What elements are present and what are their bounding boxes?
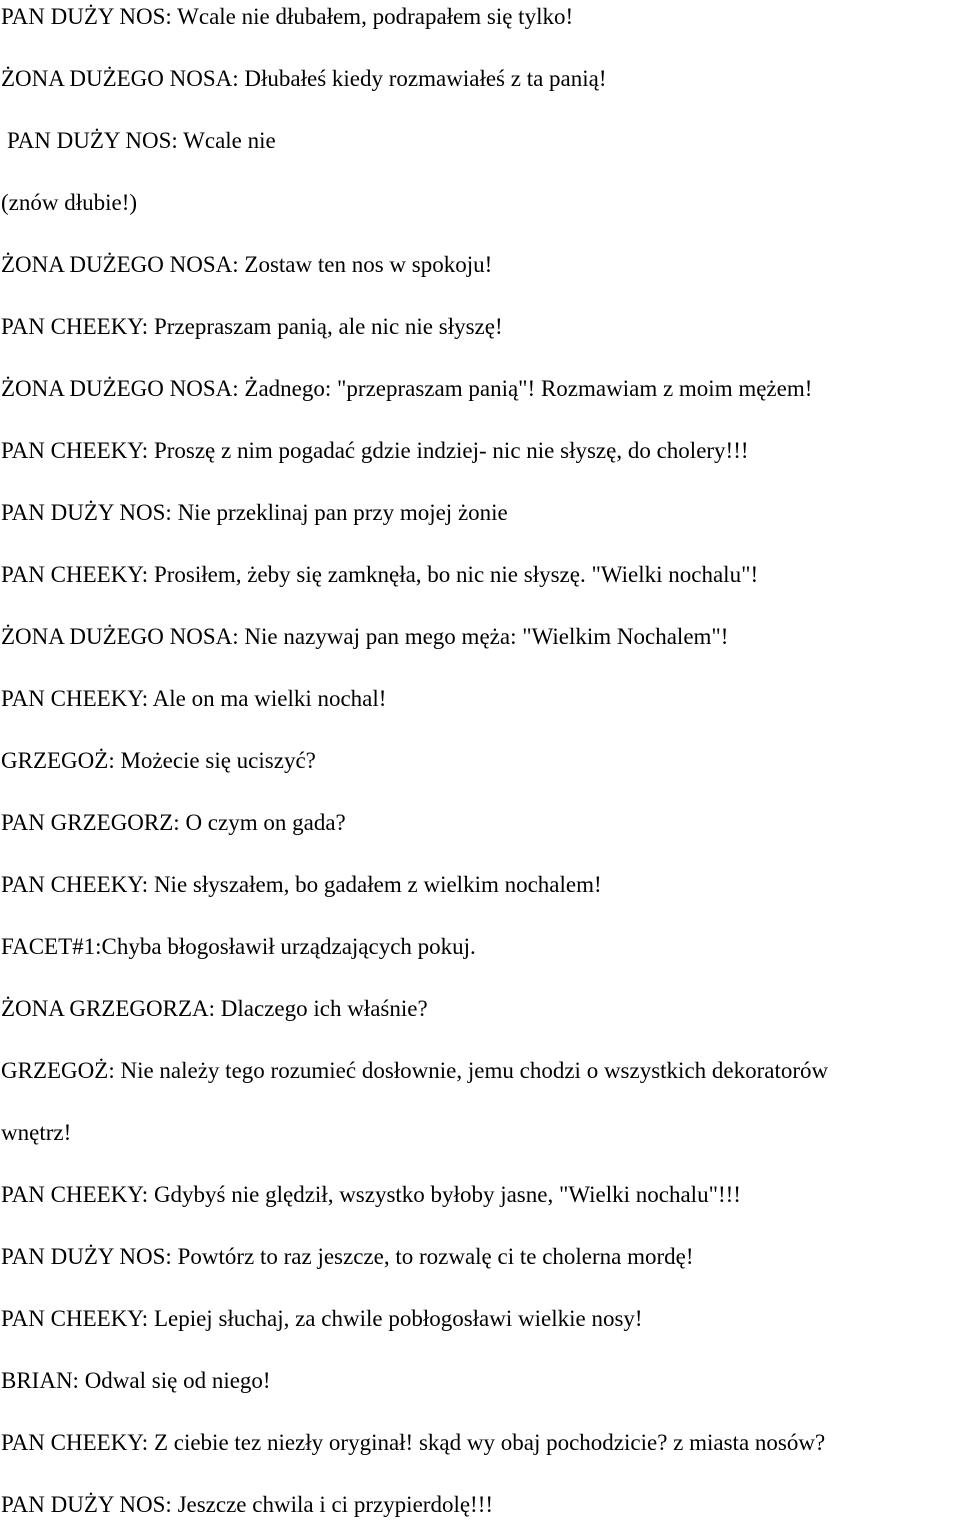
- dialogue-line: ŻONA GRZEGORZA: Dlaczego ich właśnie?: [1, 996, 428, 1021]
- dialogue-line: PAN CHEEKY: Z ciebie tez niezły oryginał! skąd wy obaj pochodzicie? z miasta nosów?: [1, 1430, 826, 1455]
- dialogue-line: PAN CHEEKY: Ale on ma wielki nochal!: [1, 686, 387, 711]
- dialogue-line: GRZEGOŻ: Nie należy tego rozumieć dosłownie, jemu chodzi o wszystkich dekoratorów: [1, 1058, 829, 1083]
- stage-direction: (znów dłubie!): [1, 190, 138, 215]
- dialogue-line: PAN GRZEGORZ: O czym on gada?: [1, 810, 346, 835]
- dialogue-line: PAN DUŻY NOS: Powtórz to raz jeszcze, to rozwalę ci te cholerna mordę!: [1, 1244, 694, 1269]
- dialogue-line: PAN DUŻY NOS: Nie przeklinaj pan przy mojej żonie: [1, 500, 508, 525]
- dialogue-line: FACET#1:Chyba błogosławił urządzających pokuj.: [1, 934, 476, 959]
- dialogue-line: PAN CHEEKY: Prosiłem, żeby się zamknęła, bo nic nie słyszę. "Wielki nochalu"!: [1, 562, 759, 587]
- dialogue-line: ŻONA DUŻEGO NOSA: Zostaw ten nos w spokoju!: [1, 252, 493, 277]
- dialogue-line: ŻONA DUŻEGO NOSA: Żadnego: "przepraszam panią"! Rozmawiam z moim mężem!: [1, 376, 813, 401]
- dialogue-line: ŻONA DUŻEGO NOSA: Dłubałeś kiedy rozmawiałeś z ta panią!: [1, 66, 607, 91]
- dialogue-line: PAN DUŻY NOS: Wcale nie: [7, 128, 276, 153]
- dialogue-line: PAN DUŻY NOS: Jeszcze chwila i ci przypierdolę!!!: [1, 1492, 494, 1517]
- dialogue-line: PAN CHEEKY: Lepiej słuchaj, za chwile pobłogosławi wielkie nosy!: [1, 1306, 643, 1331]
- dialogue-line: ŻONA DUŻEGO NOSA: Nie nazywaj pan mego męża: "Wielkim Nochalem"!: [1, 624, 729, 649]
- dialogue-line: BRIAN: Odwal się od niego!: [1, 1368, 271, 1393]
- dialogue-line: PAN CHEEKY: Przepraszam panią, ale nic nie słyszę!: [1, 314, 503, 339]
- dialogue-line: PAN CHEEKY: Proszę z nim pogadać gdzie indziej- nic nie słyszę, do cholery!!!: [1, 438, 749, 463]
- dialogue-line: PAN CHEEKY: Nie słyszałem, bo gadałem z wielkim nochalem!: [1, 872, 602, 897]
- dialogue-line-continuation: wnętrz!: [1, 1120, 72, 1145]
- dialogue-line: PAN CHEEKY: Gdybyś nie ględził, wszystko byłoby jasne, "Wielki nochalu"!!!: [1, 1182, 741, 1207]
- dialogue-line: GRZEGOŻ: Możecie się uciszyć?: [1, 748, 316, 773]
- dialogue-line: PAN DUŻY NOS: Wcale nie dłubałem, podrapałem się tylko!: [1, 4, 574, 29]
